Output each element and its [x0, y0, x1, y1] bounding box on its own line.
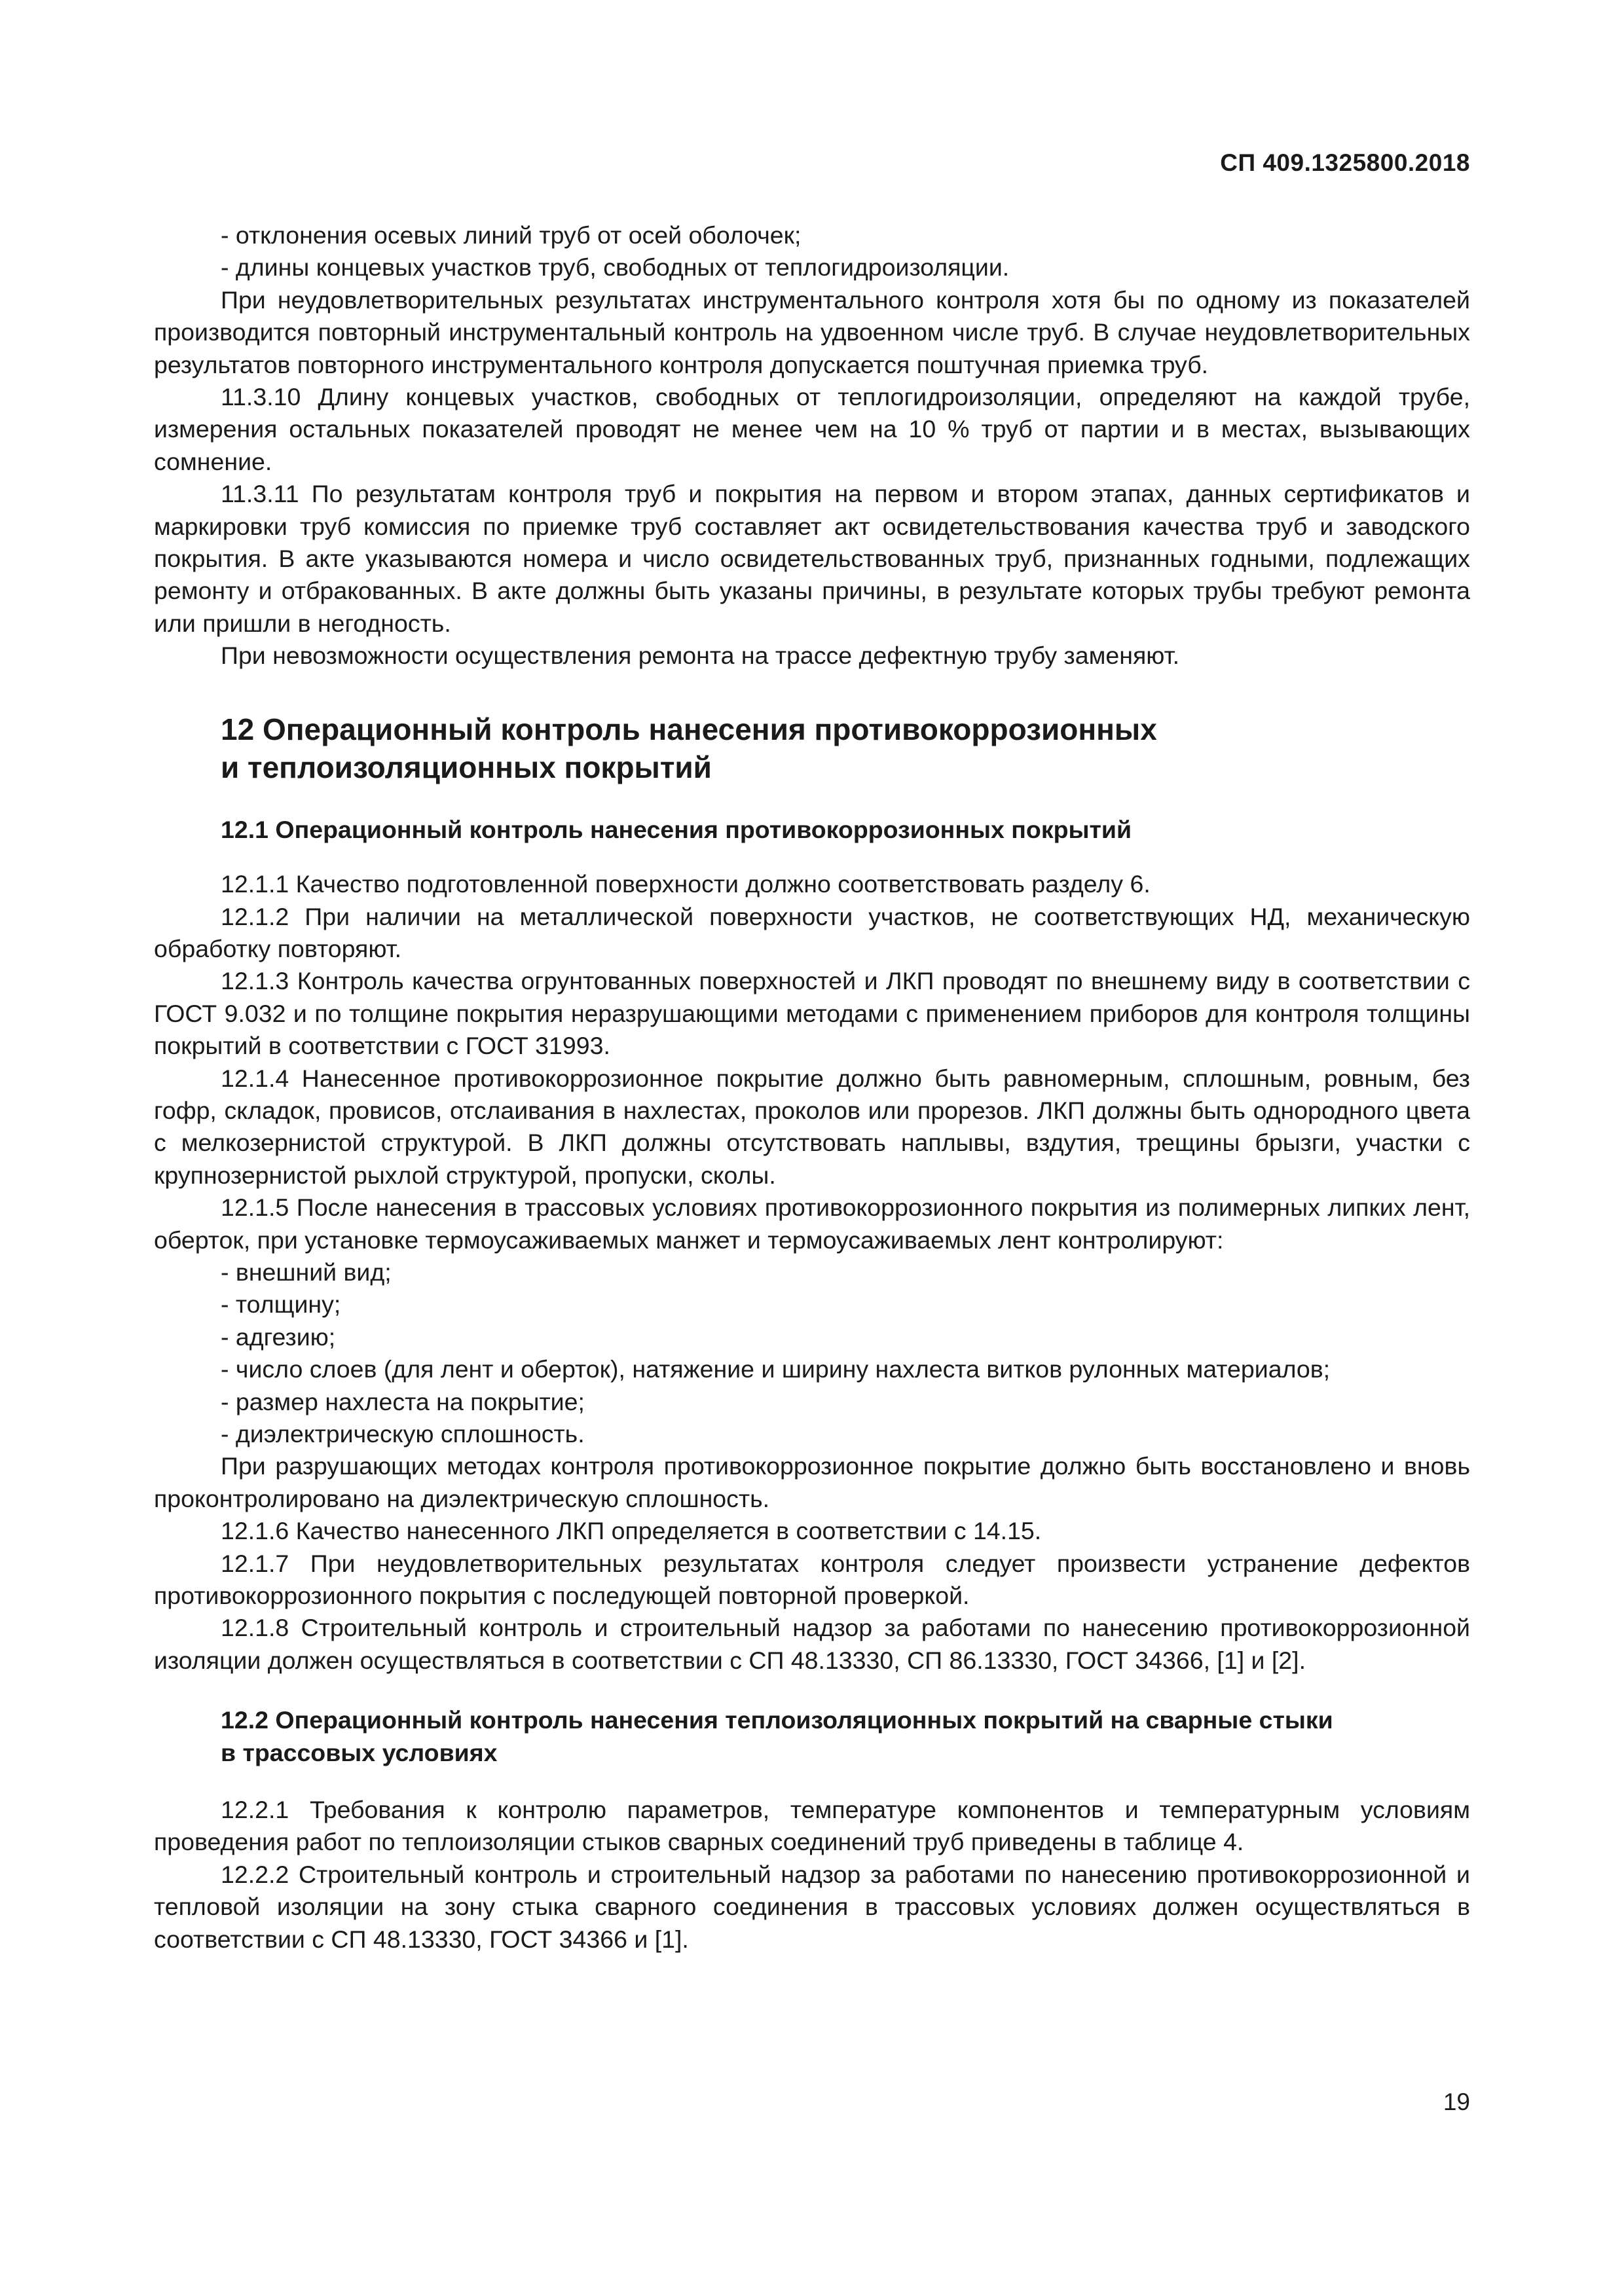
- paragraph: При неудовлетворительных результатах инструментального контроля хотя бы по одному из показателей производится повторный инструментальный контроль на удвоенном числе труб. В случае неудовлетворительных результатов повторного инструментального контроля допускается поштучная приемка труб.: [154, 285, 1470, 378]
- paragraph: При разрушающих методах контроля противокоррозионное покрытие должно быть восстановлено и вновь проконтролировано на диэлектрическую сплошность.: [154, 1452, 1470, 1512]
- paragraph-12-1-8: 12.1.8 Строительный контроль и строительный надзор за работами по нанесению противокоррозионной изоляции должен осуществляться в соответствии с СП 48.13330, СП 86.13330, ГОСТ 34366, [1] и [2].: [154, 1614, 1470, 1674]
- paragraph-12-1-4: 12.1.4 Нанесенное противокоррозионное покрытие должно быть равномерным, сплошным, ровным, без гофр, складок, провисов, отслаивания в нахлестах, проколов или прорезов. ЛКП должны быть однородного цвета с мелкозернистой структурой. В ЛКП должны отсутствовать наплывы, вздутия, трещины брызги, участки с крупнозернистой рыхлой структурой, пропуски, сколы.: [154, 1064, 1470, 1189]
- paragraph-12-1-1: 12.1.1 Качество подготовленной поверхности должно соответствовать разделу 6.: [221, 870, 1151, 898]
- list-item: - число слоев (для лент и оберток), натяжение и ширину нахлеста витков рулонных материалов;: [154, 1353, 1470, 1385]
- list-item: - адгезию;: [154, 1321, 1470, 1353]
- paragraph-12-1-3: 12.1.3 Контроль качества огрунтованных поверхностей и ЛКП проводят по внешнему виду в соответствии с ГОСТ 9.032 и по толщине покрытия неразрушающими методами с применением приборов для контроля толщины покрытий в соответствии с ГОСТ 31993.: [154, 967, 1470, 1060]
- paragraph-11-3-10: 11.3.10 Длину концевых участков, свободных от теплогидроизоляции, определяют на каждой трубе, измерения остальных показателей проводят не менее чем на 10 % труб от партии и в местах, вызывающих сомнение.: [154, 383, 1470, 475]
- paragraph-12-1-6: 12.1.6 Качество нанесенного ЛКП определяется в соответствии с 14.15.: [221, 1517, 1042, 1545]
- paragraph: При невозможности осуществления ремонта на трассе дефектную трубу заменяют.: [221, 642, 1180, 670]
- list-item: - отклонения осевых линий труб от осей оболочек;: [154, 219, 1470, 251]
- subsection-12-2-heading: [154, 1704, 1470, 1769]
- document-code: СП 409.1325800.2018: [1220, 149, 1470, 176]
- list-item: - внешний вид;: [154, 1256, 1470, 1288]
- list-item: - диэлектрическую сплошность.: [154, 1418, 1470, 1450]
- list-item: - длины концевых участков труб, свободных от теплогидроизоляции.: [154, 251, 1470, 283]
- paragraph-11-3-11: 11.3.11 По результатам контроля труб и покрытия на первом и втором этапах, данных сертификатов и маркировки труб комиссия по приемке труб составляет акт освидетельствования качества труб и заводского покрытия. В акте указываются номера и число освидетельствованных труб, признанных годными, подлежащих ремонту и отбракованных. В акте должны быть указаны причины, в результате которых трубы требуют ремонта или пришли в негодность.: [154, 480, 1470, 637]
- paragraph-12-1-7: 12.1.7 При неудовлетворительных результатах контроля следует произвести устранение дефектов противокоррозионного покрытия с последующей повторной проверкой.: [154, 1549, 1470, 1610]
- section-12-heading: [154, 710, 1470, 786]
- paragraph-12-2-2: 12.2.2 Строительный контроль и строительный надзор за работами по нанесению противокоррозионной и тепловой изоляции на зону стыка сварного соединения в трассовых условиях должен осуществляться в соответствии с СП 48.13330, ГОСТ 34366 и [1].: [154, 1860, 1470, 1953]
- page-number: 19: [1443, 2088, 1470, 2115]
- list-item: - размер нахлеста на покрытие;: [154, 1386, 1470, 1418]
- subsection-12-2-heading-line1: 12.2 Операционный контроль нанесения теплоизоляционных покрытий на сварные стыки: [221, 1706, 1333, 1734]
- subsection-12-2-heading-line2: в трассовых условиях: [221, 1738, 498, 1766]
- subsection-12-1-heading: 12.1 Операционный контроль нанесения противокоррозионных покрытий: [221, 815, 1132, 843]
- section-12-heading-line1: 12 Операционный контроль нанесения противокоррозионных: [221, 712, 1157, 746]
- page-body: [154, 219, 1470, 1956]
- paragraph-12-1-5: 12.1.5 После нанесения в трассовых условиях противокоррозионного покрытия из полимерных липких лент, оберток, при установке термоусаживаемых манжет и термоусаживаемых лент контролируют:: [154, 1194, 1470, 1254]
- section-12-heading-line2: и теплоизоляционных покрытий: [221, 750, 712, 784]
- list-item: - толщину;: [154, 1288, 1470, 1321]
- paragraph-12-1-2: 12.1.2 При наличии на металлической поверхности участков, не соответствующих НД, механическую обработку повторяют.: [154, 902, 1470, 962]
- paragraph-12-2-1: 12.2.1 Требования к контролю параметров, температуре компонентов и температурным условиям проведения работ по теплоизоляции стыков сварных соединений труб приведены в таблице 4.: [154, 1796, 1470, 1856]
